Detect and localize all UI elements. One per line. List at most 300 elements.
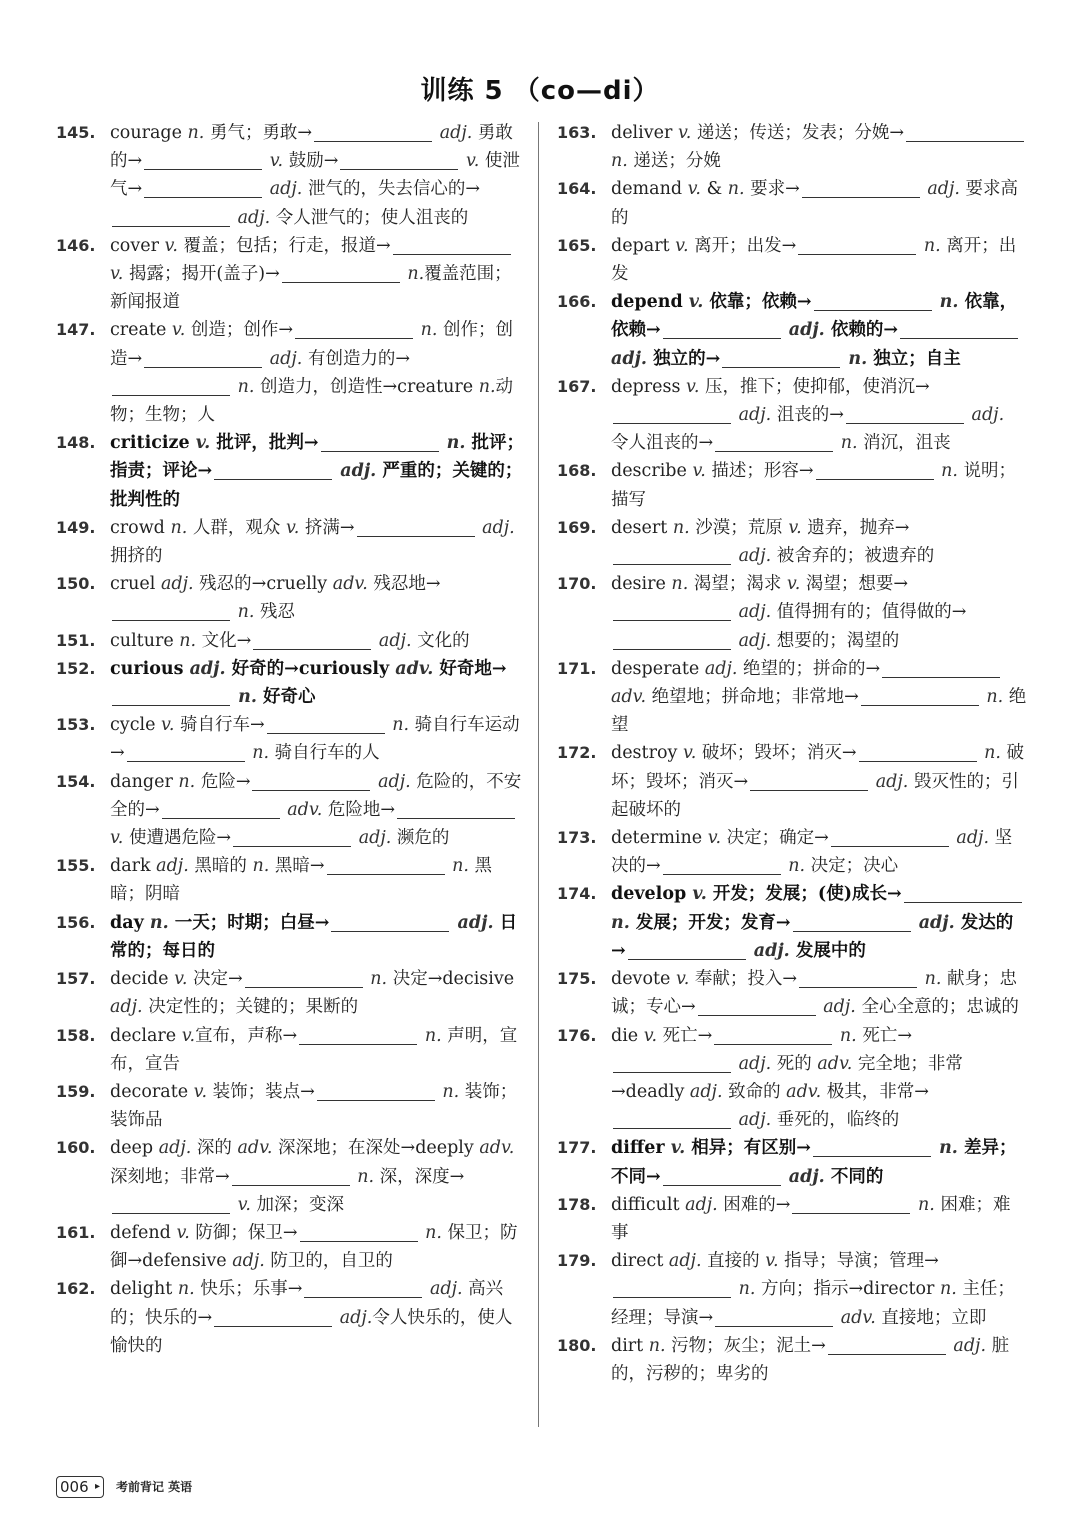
- part-of-speech: n.: [252, 743, 270, 764]
- entry-number: 154.: [56, 771, 96, 791]
- fill-in-blank[interactable]: [798, 252, 916, 255]
- entry-text: [110, 433, 524, 509]
- entry-segment: 覆盖；包括；行走，报道→: [177, 235, 391, 256]
- footer-book-title: 考前背记 英语: [116, 1480, 193, 1494]
- entry-number: 177.: [557, 1138, 597, 1158]
- fill-in-blank[interactable]: [722, 365, 840, 368]
- part-of-speech: adj.: [340, 461, 377, 482]
- entry-segment: 批评，批判→: [210, 433, 319, 454]
- part-of-speech: n.: [941, 461, 958, 482]
- entry-segment: 加深；变深: [250, 1194, 345, 1215]
- entry-segment: 装饰；装饰品: [110, 1081, 518, 1131]
- vocab-entry: [557, 570, 1027, 655]
- entry-segment: 令人泄气的；使人沮丧的: [270, 207, 469, 228]
- vocab-entry: [56, 1078, 526, 1134]
- vocab-entry: [56, 429, 526, 514]
- fill-in-blank[interactable]: [112, 703, 230, 706]
- part-of-speech: v.: [193, 1081, 208, 1102]
- part-of-speech: adj.: [875, 771, 909, 792]
- entry-text: [611, 377, 1004, 453]
- entry-segment: 泄气的，失去信心的→: [302, 179, 481, 200]
- part-of-speech: n.: [392, 715, 410, 736]
- vocab-entry: [56, 627, 526, 655]
- entry-segment: 决定→decisive: [387, 969, 515, 990]
- part-of-speech: adj.: [611, 348, 647, 369]
- fill-in-blank[interactable]: [295, 336, 413, 339]
- entry-segment: 渴望；想要→: [800, 574, 909, 595]
- fill-in-blank[interactable]: [327, 872, 445, 875]
- entry-segment: 脏的，污秽的；卑劣的: [611, 1335, 1010, 1384]
- entry-segment: difficult: [611, 1194, 686, 1215]
- part-of-speech: n.: [407, 264, 425, 285]
- part-of-speech: v.: [181, 1025, 196, 1046]
- entry-segment: 令人快乐的，使人愉快的: [110, 1307, 513, 1356]
- vocab-entry: [56, 852, 526, 908]
- part-of-speech: n.: [178, 771, 196, 792]
- entry-segment: 残忍的→cruelly: [193, 574, 333, 595]
- fill-in-blank[interactable]: [882, 675, 1000, 678]
- entry-segment: 绝望地；拼命地；非常地→: [646, 687, 859, 708]
- entry-segment: 日常的；每日的: [110, 912, 518, 961]
- entry-segment: direct: [611, 1251, 669, 1272]
- part-of-speech: adj.: [439, 123, 473, 143]
- part-of-speech: adj.: [738, 1110, 772, 1131]
- fill-in-blank[interactable]: [144, 167, 262, 170]
- fill-in-blank[interactable]: [816, 477, 934, 480]
- entry-segment: cycle: [110, 715, 162, 736]
- entry-segment: 创作；创造→: [110, 320, 514, 369]
- fill-in-blank[interactable]: [663, 1183, 781, 1186]
- part-of-speech: n.: [984, 743, 1001, 764]
- entry-segment: die: [611, 1025, 644, 1046]
- part-of-speech: adj.: [738, 602, 772, 623]
- entry-text: [611, 1336, 1009, 1384]
- entry-segment: depart: [611, 235, 676, 256]
- entry-segment: 独立的→: [647, 348, 721, 369]
- fill-in-blank[interactable]: [144, 365, 262, 368]
- entry-segment: 危险的，不安全的→: [110, 771, 522, 820]
- entry-number: 153.: [56, 715, 96, 735]
- entry-segment: 勇敢的→: [110, 123, 513, 172]
- entry-segment: 危险地→: [322, 799, 395, 820]
- entry-segment: differ: [611, 1138, 671, 1159]
- part-of-speech: n.: [424, 1025, 442, 1046]
- entry-segment: courage: [110, 123, 188, 143]
- fill-in-blank[interactable]: [814, 308, 932, 311]
- part-of-speech: adj.: [232, 1251, 265, 1272]
- entry-text: [110, 772, 521, 848]
- part-of-speech: adv.: [479, 1138, 515, 1159]
- part-of-speech: v.: [686, 376, 700, 397]
- fill-in-blank[interactable]: [314, 139, 432, 142]
- entry-segment: 快乐；乐事→: [194, 1279, 303, 1300]
- part-of-speech: adj.: [956, 828, 990, 849]
- part-of-speech: n.: [939, 1138, 958, 1159]
- vocab-entry: [56, 965, 526, 1021]
- part-of-speech: n.: [738, 1279, 756, 1300]
- fill-in-blank[interactable]: [112, 1211, 230, 1214]
- entry-text: [611, 884, 1024, 960]
- part-of-speech: n.: [478, 376, 496, 397]
- entry-number: 170.: [557, 574, 597, 594]
- part-of-speech: v.: [687, 179, 701, 200]
- vocab-entry: [557, 232, 1027, 288]
- part-of-speech: adj.: [788, 1166, 825, 1187]
- entry-text: [611, 828, 1012, 876]
- part-of-speech: adj.: [358, 828, 392, 849]
- fill-in-blank[interactable]: [144, 195, 262, 198]
- part-of-speech: adj.: [378, 771, 411, 792]
- entry-segment: 沙漠；荒原: [689, 517, 789, 538]
- entry-segment: 说明；描写: [611, 461, 1017, 510]
- part-of-speech: adj.: [189, 658, 226, 679]
- part-of-speech: adj.: [457, 912, 494, 933]
- entry-segment: deliver: [611, 123, 678, 143]
- fill-in-blank[interactable]: [613, 647, 731, 650]
- vocab-entry: [56, 1022, 526, 1078]
- vocab-entry: [557, 514, 1027, 570]
- part-of-speech: adj.: [158, 1138, 192, 1159]
- entry-number: 163.: [557, 123, 597, 142]
- part-of-speech: adj.: [160, 574, 194, 595]
- entry-segment: 勇气；勇敢→: [204, 123, 313, 143]
- fill-in-blank[interactable]: [112, 618, 230, 621]
- entry-text: [110, 1279, 512, 1355]
- entry-segment: 奉献；投入→: [689, 969, 798, 990]
- fill-in-blank[interactable]: [317, 1098, 435, 1101]
- part-of-speech: n.: [237, 376, 255, 397]
- entry-segment: 污物；灰尘；泥土→: [665, 1335, 826, 1356]
- part-of-speech: n.: [179, 630, 197, 651]
- fill-in-blank[interactable]: [397, 816, 515, 819]
- fill-in-blank[interactable]: [828, 1352, 946, 1355]
- entry-segment: cruel: [110, 574, 161, 595]
- part-of-speech: adj.: [156, 856, 189, 877]
- entry-text: [611, 123, 1026, 171]
- entry-number: 161.: [56, 1222, 96, 1242]
- fill-in-blank[interactable]: [613, 421, 731, 424]
- entry-segment: 深深地；在深处→deeply: [272, 1138, 480, 1159]
- part-of-speech: v.: [677, 123, 692, 143]
- entry-text: [110, 715, 520, 763]
- fill-in-blank[interactable]: [300, 1239, 418, 1242]
- entry-segment: 主任；经理；导演→: [611, 1279, 1015, 1328]
- entry-segment: desert: [611, 517, 673, 538]
- entry-segment: 不同的: [824, 1166, 884, 1187]
- part-of-speech: adj.: [685, 1194, 718, 1215]
- fill-in-blank[interactable]: [663, 872, 781, 875]
- part-of-speech: n.: [446, 433, 466, 454]
- fill-in-blank[interactable]: [750, 788, 868, 791]
- fill-in-blank[interactable]: [340, 167, 458, 170]
- entry-text: [611, 1026, 963, 1131]
- vocab-entry: [56, 711, 526, 767]
- entry-text: [110, 518, 515, 566]
- part-of-speech: n.: [840, 433, 858, 454]
- fill-in-blank[interactable]: [861, 703, 979, 706]
- part-of-speech: v.: [688, 292, 704, 313]
- entry-text: [611, 236, 1016, 284]
- vocab-entry: [557, 655, 1027, 740]
- part-of-speech: adj.: [753, 940, 790, 961]
- fill-in-blank[interactable]: [613, 1295, 731, 1298]
- entry-segment: danger: [110, 771, 179, 792]
- entry-text: [611, 1251, 1015, 1327]
- entry-segment: depend: [611, 292, 689, 313]
- vocab-entry: [557, 373, 1027, 458]
- page-title: 训练 5 （co—di）: [420, 76, 660, 106]
- entry-segment: 离开；出发→: [688, 235, 797, 256]
- part-of-speech: n.: [611, 151, 628, 172]
- entry-number: 180.: [557, 1335, 597, 1355]
- entry-text: [611, 1138, 1017, 1186]
- part-of-speech: adj.: [689, 1081, 723, 1102]
- fill-in-blank[interactable]: [214, 477, 332, 480]
- entry-segment: 深刻地；非常→: [110, 1166, 230, 1187]
- fill-in-blank[interactable]: [813, 1154, 931, 1157]
- fill-in-blank[interactable]: [112, 393, 230, 396]
- part-of-speech: n.: [727, 179, 745, 200]
- entry-segment: 鼓励→: [283, 151, 339, 172]
- entry-number: 158.: [56, 1025, 96, 1045]
- right-column: [557, 119, 1027, 1388]
- part-of-speech: adj.: [823, 997, 856, 1018]
- fill-in-blank[interactable]: [714, 1042, 832, 1045]
- entry-segment: 使遭遇危险→: [123, 828, 232, 849]
- entry-number: 157.: [56, 969, 96, 989]
- part-of-speech: adv.: [786, 1081, 822, 1102]
- entry-number: 156.: [56, 912, 96, 932]
- fill-in-blank[interactable]: [663, 336, 781, 339]
- fill-in-blank[interactable]: [904, 900, 1022, 903]
- entry-number: 173.: [557, 828, 597, 848]
- part-of-speech: n.: [357, 1166, 375, 1187]
- entry-segment: 决定性的；关键的；果断的: [142, 997, 359, 1018]
- entry-segment: 绝望的；拼命的→: [737, 658, 881, 679]
- fill-in-blank[interactable]: [214, 1324, 332, 1327]
- page-number: 006: [60, 1478, 89, 1496]
- entry-number: 175.: [557, 969, 597, 989]
- vocab-entry: [557, 119, 1027, 175]
- entry-segment: 完全地；非常→deadly: [611, 1053, 963, 1102]
- entry-segment: criticize: [110, 433, 196, 454]
- fill-in-blank[interactable]: [267, 731, 385, 734]
- fill-in-blank[interactable]: [846, 421, 964, 424]
- part-of-speech: adj.: [738, 546, 772, 567]
- part-of-speech: n.: [648, 1335, 666, 1356]
- fill-in-blank[interactable]: [613, 618, 731, 621]
- fill-in-blank[interactable]: [715, 449, 833, 452]
- entry-segment: 开发；发展；(使)成长→: [706, 884, 902, 905]
- part-of-speech: adj.: [378, 630, 412, 651]
- entry-segment: deep: [110, 1138, 159, 1159]
- entry-text: [611, 574, 966, 650]
- fill-in-blank[interactable]: [393, 252, 511, 255]
- vocab-entry: [56, 514, 526, 570]
- fill-in-blank[interactable]: [799, 985, 917, 988]
- fill-in-blank[interactable]: [282, 280, 400, 283]
- fill-in-blank[interactable]: [793, 929, 911, 932]
- entry-number: 178.: [557, 1194, 597, 1214]
- fill-in-blank[interactable]: [628, 957, 746, 960]
- entry-segment: 令人沮丧的→: [611, 433, 714, 454]
- fill-in-blank[interactable]: [162, 816, 280, 819]
- entry-number: 149.: [56, 517, 96, 537]
- entry-segment: 死亡→: [657, 1025, 713, 1046]
- entry-text: [611, 292, 1020, 368]
- entry-text: [110, 1082, 517, 1130]
- entry-segment: 消沉，沮丧: [857, 433, 951, 454]
- entry-segment: 指导；导演；管理→: [778, 1251, 939, 1272]
- entry-segment: 发展中的: [789, 940, 866, 961]
- entry-segment: develop: [611, 884, 693, 905]
- part-of-speech: adj.: [269, 348, 303, 369]
- entry-segment: 描述；形容→: [705, 461, 814, 482]
- entry-segment: 保卫；防御→defensive: [110, 1222, 518, 1272]
- part-of-speech: adj.: [668, 1251, 702, 1272]
- entry-segment: 被舍弃的；被遗弃的: [771, 546, 935, 567]
- entry-segment: describe: [611, 461, 693, 482]
- part-of-speech: v.: [675, 969, 690, 990]
- part-of-speech: adj.: [482, 517, 515, 538]
- part-of-speech: n.: [611, 912, 630, 933]
- entry-number: 145.: [56, 123, 96, 142]
- fill-in-blank[interactable]: [906, 139, 1024, 142]
- vocab-entry: [557, 965, 1027, 1021]
- entry-segment: 想要的；渴望的: [771, 630, 900, 651]
- entry-number: 159.: [56, 1081, 96, 1101]
- vocab-entry: [56, 1134, 526, 1219]
- entry-segment: 好奇心: [256, 687, 316, 708]
- entry-segment: 值得拥有的；值得做的→: [771, 602, 967, 623]
- entry-segment: 好奇地→: [433, 658, 507, 679]
- entry-segment: create: [110, 320, 172, 341]
- part-of-speech: n.: [187, 123, 205, 143]
- fill-in-blank[interactable]: [245, 985, 363, 988]
- entry-number: 148.: [56, 433, 96, 453]
- vocab-entry: [56, 316, 526, 429]
- entry-segment: 黑暗→: [269, 856, 325, 877]
- part-of-speech: n.: [918, 1194, 935, 1215]
- vocab-entry: [56, 1275, 526, 1360]
- part-of-speech: adj.: [429, 1279, 463, 1300]
- part-of-speech: n.: [939, 1279, 957, 1300]
- fill-in-blank[interactable]: [299, 1042, 417, 1045]
- part-of-speech: n.: [425, 1222, 442, 1243]
- entry-segment: 宣布，声称→: [195, 1025, 298, 1046]
- arrow-right-icon: ▸: [94, 1481, 100, 1492]
- entry-segment: 死的: [771, 1053, 818, 1074]
- fill-in-blank[interactable]: [698, 1013, 816, 1016]
- fill-in-blank[interactable]: [252, 788, 370, 791]
- entry-text: [110, 969, 514, 1017]
- fill-in-blank[interactable]: [233, 844, 351, 847]
- fill-in-blank[interactable]: [112, 224, 230, 227]
- entry-segment: 直接的: [701, 1251, 766, 1272]
- entry-text: [110, 574, 441, 622]
- entry-segment: 人群，观众: [187, 517, 286, 538]
- part-of-speech: adj.: [237, 207, 271, 228]
- fill-in-blank[interactable]: [613, 1070, 731, 1073]
- entry-segment: 方向；指示→director: [755, 1279, 940, 1300]
- part-of-speech: v.: [765, 1251, 779, 1272]
- entry-segment: 残忍地→: [367, 574, 441, 595]
- fill-in-blank[interactable]: [253, 647, 371, 650]
- fill-in-blank[interactable]: [127, 759, 245, 762]
- fill-in-blank[interactable]: [831, 844, 949, 847]
- entry-segment: 使泄气→: [110, 151, 520, 200]
- entry-text: [110, 659, 507, 707]
- part-of-speech: n.: [986, 687, 1004, 708]
- fill-in-blank[interactable]: [900, 336, 1018, 339]
- part-of-speech: adj.: [738, 1053, 772, 1074]
- part-of-speech: v.: [161, 715, 175, 736]
- entry-segment: 献身；忠诚；专心→: [611, 969, 1018, 1018]
- entry-text: [110, 631, 470, 651]
- entry-text: [611, 518, 934, 566]
- vocab-entry: [557, 288, 1027, 373]
- vocab-entry: [56, 119, 526, 232]
- fill-in-blank[interactable]: [321, 449, 439, 452]
- fill-in-blank[interactable]: [357, 534, 475, 537]
- entry-number: 162.: [56, 1279, 96, 1299]
- part-of-speech: n.: [452, 856, 469, 877]
- entry-segment: 发展；开发；发育→: [629, 912, 791, 933]
- part-of-speech: v.: [176, 1222, 190, 1243]
- fill-in-blank[interactable]: [304, 1295, 422, 1298]
- fill-in-blank[interactable]: [613, 1126, 731, 1129]
- vocab-entry: [557, 1134, 1027, 1190]
- part-of-speech: v.: [285, 517, 300, 538]
- fill-in-blank[interactable]: [859, 759, 977, 762]
- entry-number: 152.: [56, 658, 96, 678]
- entry-segment: desire: [611, 574, 672, 595]
- part-of-speech: v.: [110, 828, 124, 849]
- entry-segment: 沮丧的→: [771, 405, 844, 426]
- entry-segment: 文化的: [411, 630, 470, 651]
- entry-text: [110, 320, 513, 425]
- part-of-speech: n.: [788, 856, 806, 877]
- part-of-speech: adv.: [817, 1053, 853, 1074]
- fill-in-blank[interactable]: [232, 1183, 350, 1186]
- entry-segment: 危险→: [195, 771, 251, 792]
- fill-in-blank[interactable]: [715, 1324, 833, 1327]
- part-of-speech: v.: [788, 517, 802, 538]
- entry-number: 164.: [557, 179, 597, 199]
- entry-segment: 决定→: [187, 969, 243, 990]
- fill-in-blank[interactable]: [792, 1211, 910, 1214]
- fill-in-blank[interactable]: [331, 929, 449, 932]
- entry-segment: 骑自行车运动→: [110, 715, 520, 764]
- part-of-speech: v.: [164, 235, 178, 256]
- entry-number: 171.: [557, 658, 597, 678]
- fill-in-blank[interactable]: [613, 562, 731, 565]
- entry-segment: 防卫的，自卫的: [264, 1251, 393, 1272]
- entry-segment: culture: [110, 630, 180, 651]
- entry-text: [110, 913, 517, 961]
- fill-in-blank[interactable]: [802, 195, 920, 198]
- part-of-speech: v.: [195, 433, 211, 454]
- part-of-speech: adj.: [704, 658, 738, 679]
- entry-segment: 困难的→: [717, 1194, 791, 1215]
- part-of-speech: v.: [465, 151, 480, 172]
- entry-segment: 有创造力的→: [302, 348, 411, 369]
- entry-segment: 遗弃，抛弃→: [801, 517, 910, 538]
- entry-number: 179.: [557, 1251, 597, 1271]
- part-of-speech: adj.: [788, 320, 825, 341]
- part-of-speech: n.: [177, 1279, 195, 1300]
- entry-segment: 揭露；揭开(盖子)→: [123, 264, 280, 285]
